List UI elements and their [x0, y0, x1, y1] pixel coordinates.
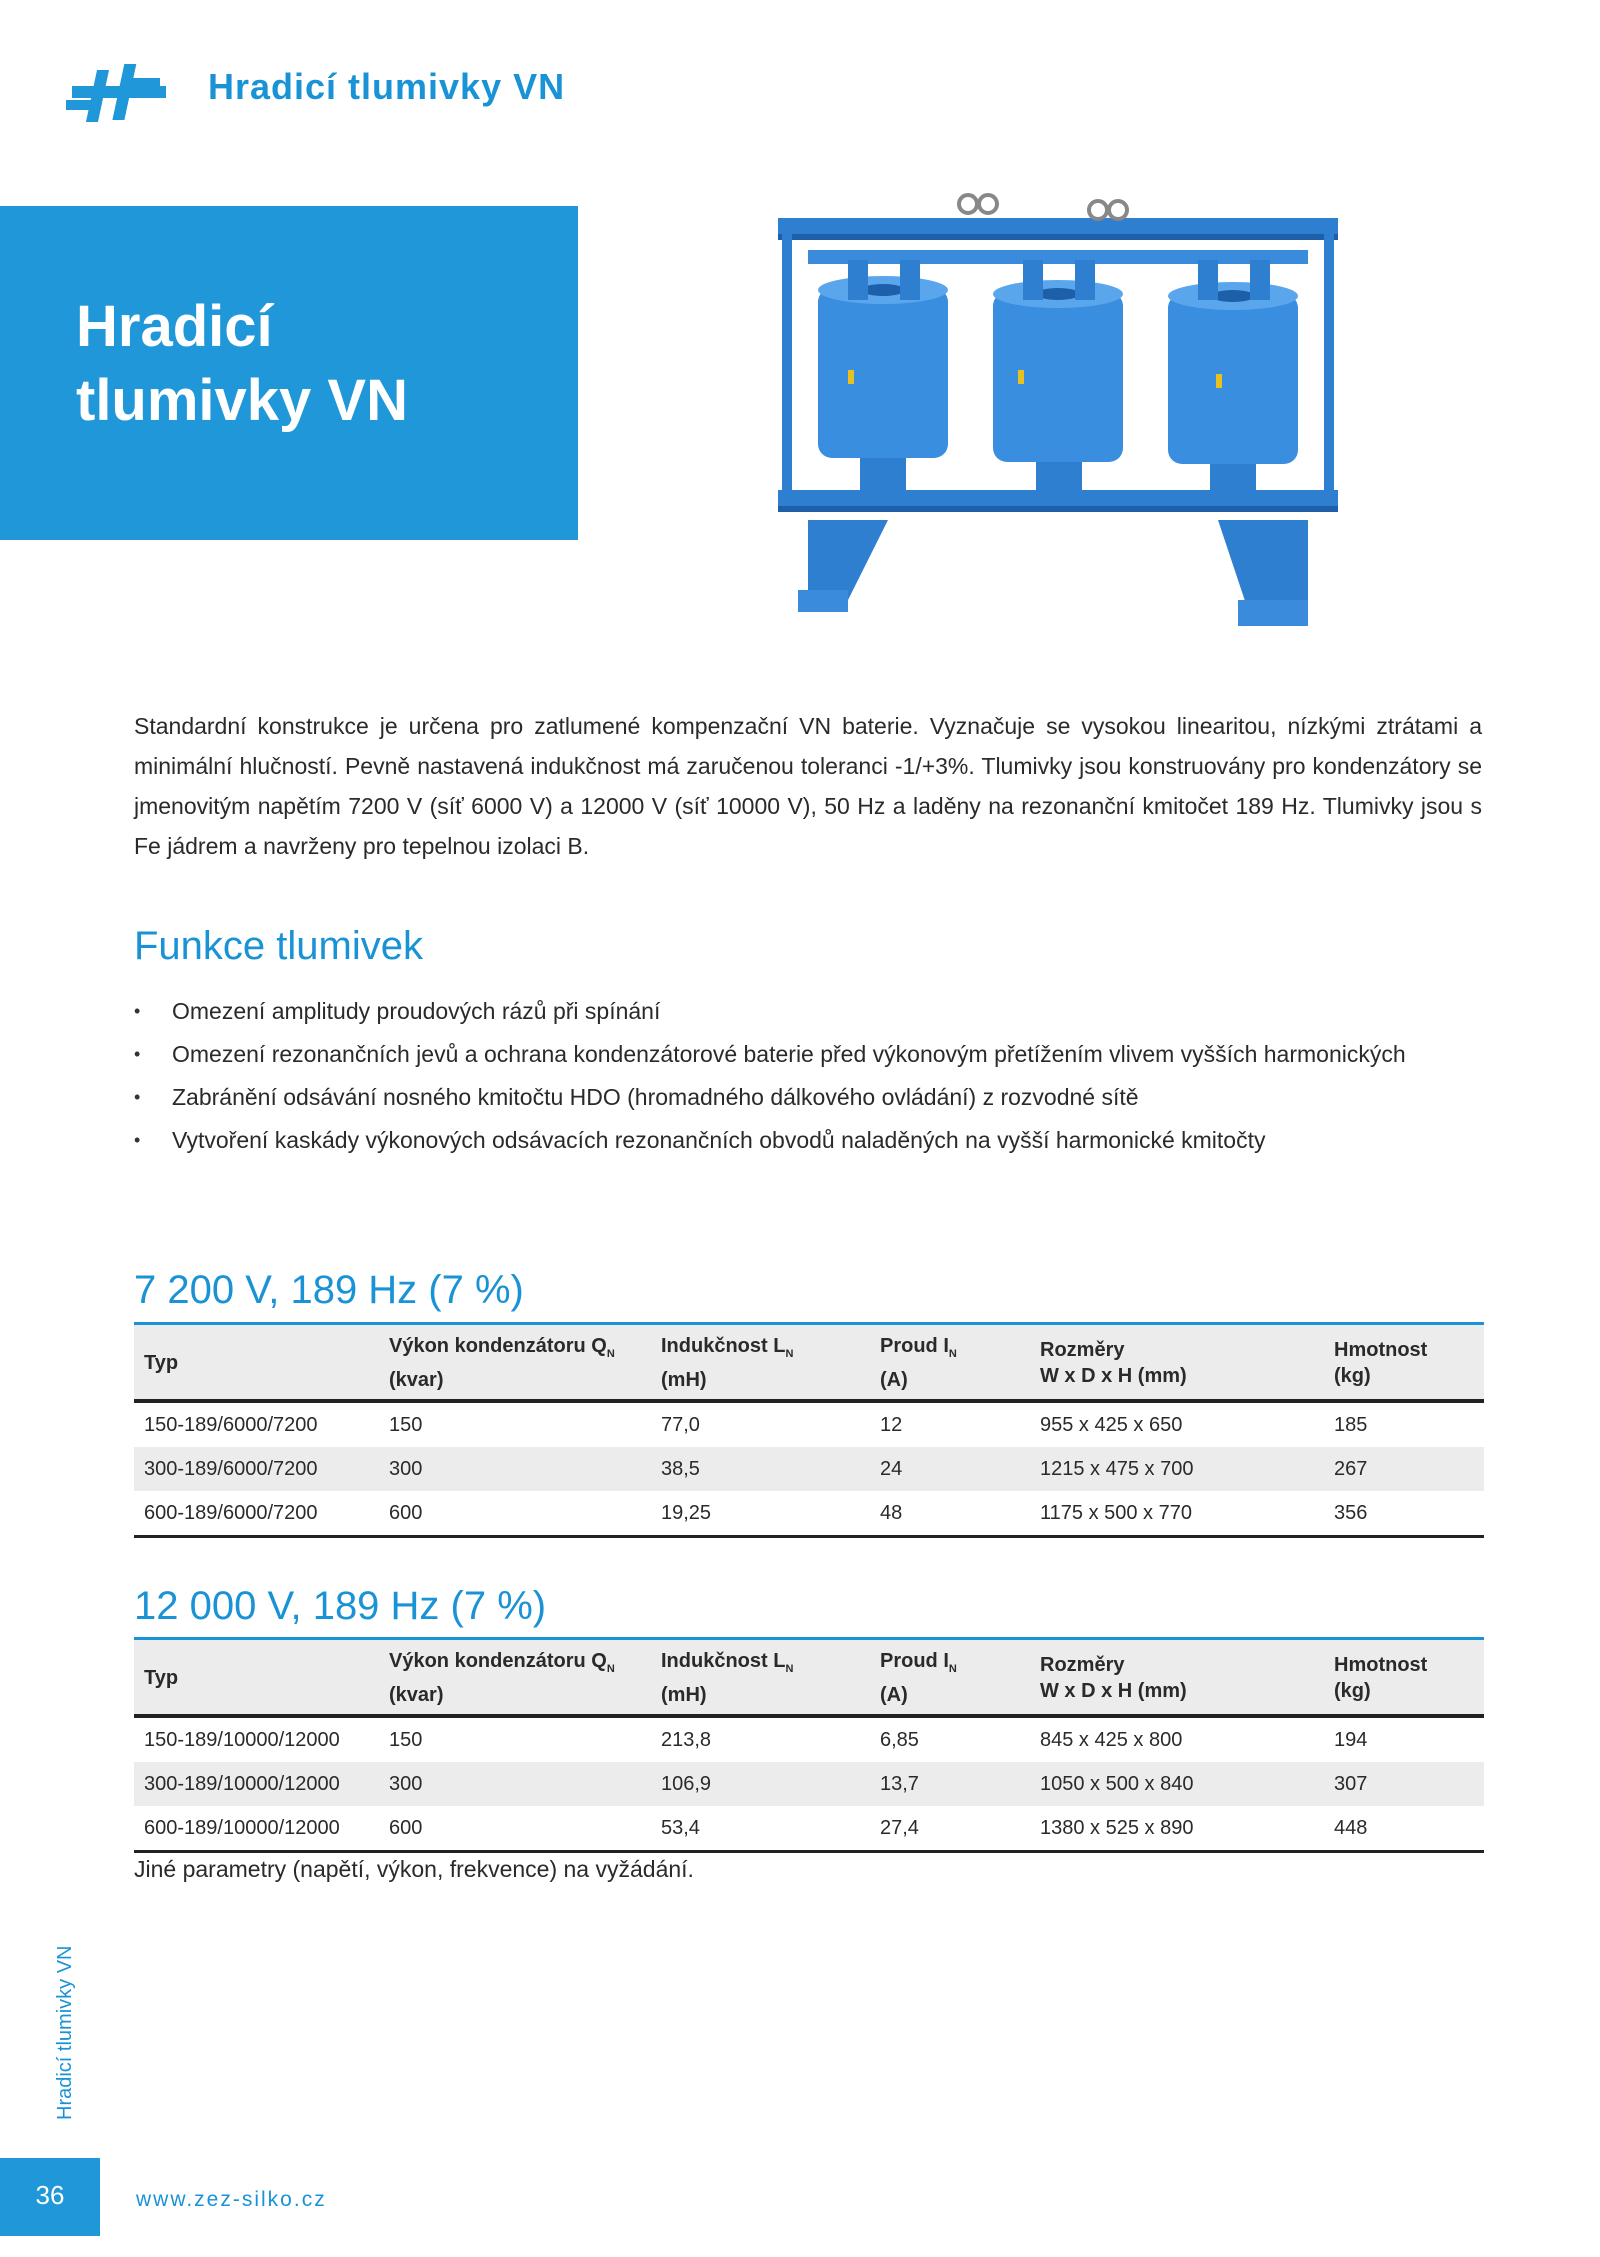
cell-rozmery: 1050 x 500 x 840 [1040, 1772, 1194, 1795]
table-header-row [134, 1324, 1484, 1402]
cell-typ: 600-189/6000/7200 [144, 1501, 318, 1524]
col-vykon: Výkon kondenzátoru $Q_N$ (kvar) [389, 1335, 615, 1391]
hero-title [76, 290, 556, 438]
table-row [134, 1447, 1484, 1491]
table-row [134, 1716, 1484, 1762]
list-item: • Vytvoření kaskády výkonových odsávacích rezonančních obvodů naladěných na vyšší harmonické kmitočty [134, 1119, 1534, 1162]
table-row [134, 1491, 1484, 1537]
cell-indukcnost: 38,5 [661, 1457, 700, 1480]
col-hmotnost: Hmotnost (kg) [1334, 1339, 1428, 1387]
page-number: 36 [35, 2180, 65, 2210]
note-text: Jiné parametry (napětí, výkon, frekvence) na vyžádání. [134, 1856, 694, 1882]
cell-vykon: 150 [389, 1728, 423, 1751]
col-typ: Typ [144, 1667, 179, 1689]
cell-vykon: 600 [389, 1816, 423, 1839]
zez-silko-logo-icon [66, 56, 166, 132]
cell-hmotnost: 194 [1334, 1728, 1368, 1751]
col-rozmery: Rozměry W x D x H (mm) [1040, 1654, 1187, 1702]
col-proud: Proud $I_N$ (A) [880, 1335, 957, 1391]
features-title: Funkce tlumivek [134, 924, 423, 968]
table1-title: 7 200 V, 189 Hz (7 %) [134, 1268, 524, 1312]
side-label [44, 1945, 84, 2160]
col-indukcnost: Indukčnost $L_N$ (mH) [661, 1335, 794, 1391]
col-vykon: Výkon kondenzátoru $Q_N$ (kvar) [389, 1650, 615, 1706]
cell-vykon: 300 [389, 1772, 423, 1795]
cell-indukcnost: 77,0 [661, 1413, 700, 1436]
cell-typ: 150-189/10000/12000 [144, 1728, 340, 1751]
cell-indukcnost: 106,9 [661, 1772, 712, 1795]
cell-indukcnost: 19,25 [661, 1501, 712, 1524]
spec-table-12000 [134, 1637, 1484, 1853]
cell-proud: 6,85 [880, 1728, 919, 1751]
cell-proud: 12 [880, 1413, 903, 1436]
table2-title: 12 000 V, 189 Hz (7 %) [134, 1584, 547, 1628]
cell-vykon: 600 [389, 1501, 423, 1524]
header-title: Hradicí tlumivky VN [208, 66, 566, 107]
col-hmotnost: Hmotnost (kg) [1334, 1654, 1428, 1702]
cell-proud: 24 [880, 1457, 903, 1480]
table-header-row [134, 1639, 1484, 1717]
features-list [134, 990, 1534, 1162]
cell-vykon: 300 [389, 1457, 423, 1480]
cell-hmotnost: 267 [1334, 1457, 1368, 1480]
cell-hmotnost: 356 [1334, 1501, 1368, 1524]
hero-title-line2: tlumivky VN [76, 368, 408, 433]
table-row [134, 1762, 1484, 1806]
cell-proud: 13,7 [880, 1772, 919, 1795]
cell-hmotnost: 448 [1334, 1816, 1368, 1839]
intro-paragraph: Standardní konstrukce je určena pro zatlumené kompenzační VN baterie. Vyznačuje se vysokou linearitou, nízkými ztrátami a minimální hlučností. Pevně nastavená indukčnost má zaručenou toleranci -1/+3%. Tlumivky jsou konstruovány pro kondenzátory se jmenovitým napětím 7200 V (síť 6000 V) a 12000 V (síť 10000 V), 50 Hz a laděny na rezonanční kmitočet 189 Hz. Tlumivky jsou s Fe jádrem a navrženy pro tepelnou izolaci B. [134, 713, 1482, 859]
cell-hmotnost: 185 [1334, 1413, 1368, 1436]
col-typ: Typ [144, 1352, 179, 1374]
cell-rozmery: 1175 x 500 x 770 [1040, 1501, 1192, 1524]
table-row [134, 1806, 1484, 1852]
website-link[interactable]: www.zez-silko.cz [136, 2188, 327, 2211]
col-rozmery: Rozměry W x D x H (mm) [1040, 1339, 1187, 1387]
cell-indukcnost: 213,8 [661, 1728, 712, 1751]
side-label-text: Hradicí tlumivky VN [54, 1945, 76, 2120]
list-item: • Omezení rezonančních jevů a ochrana kondenzátorové baterie před výkonovým přetížením vlivem vyšších harmonických [134, 1033, 1534, 1076]
cell-typ: 150-189/6000/7200 [144, 1413, 318, 1436]
cell-hmotnost: 307 [1334, 1772, 1368, 1795]
cell-typ: 600-189/10000/12000 [144, 1816, 340, 1839]
col-proud: Proud $I_N$ (A) [880, 1650, 957, 1706]
cell-rozmery: 1215 x 475 x 700 [1040, 1457, 1194, 1480]
hero-title-line1: Hradicí [76, 294, 273, 359]
table-row [134, 1401, 1484, 1447]
cell-rozmery: 845 x 425 x 800 [1040, 1728, 1183, 1751]
cell-rozmery: 955 x 425 x 650 [1040, 1413, 1183, 1436]
cell-typ: 300-189/6000/7200 [144, 1457, 318, 1480]
cell-proud: 48 [880, 1501, 903, 1524]
cell-typ: 300-189/10000/12000 [144, 1772, 340, 1795]
cell-indukcnost: 53,4 [661, 1816, 700, 1839]
col-indukcnost: Indukčnost $L_N$ (mH) [661, 1650, 794, 1706]
list-item: • Zabránění odsávání nosného kmitočtu HDO (hromadného dálkového ovládání) z rozvodné sítě [134, 1076, 1534, 1119]
cell-rozmery: 1380 x 525 x 890 [1040, 1816, 1194, 1839]
three-phase-reactor-image [768, 190, 1348, 640]
spec-table-7200 [134, 1322, 1484, 1538]
list-item: • Omezení amplitudy proudových rázů při spínání [134, 990, 1534, 1033]
cell-proud: 27,4 [880, 1816, 919, 1839]
cell-vykon: 150 [389, 1413, 423, 1436]
